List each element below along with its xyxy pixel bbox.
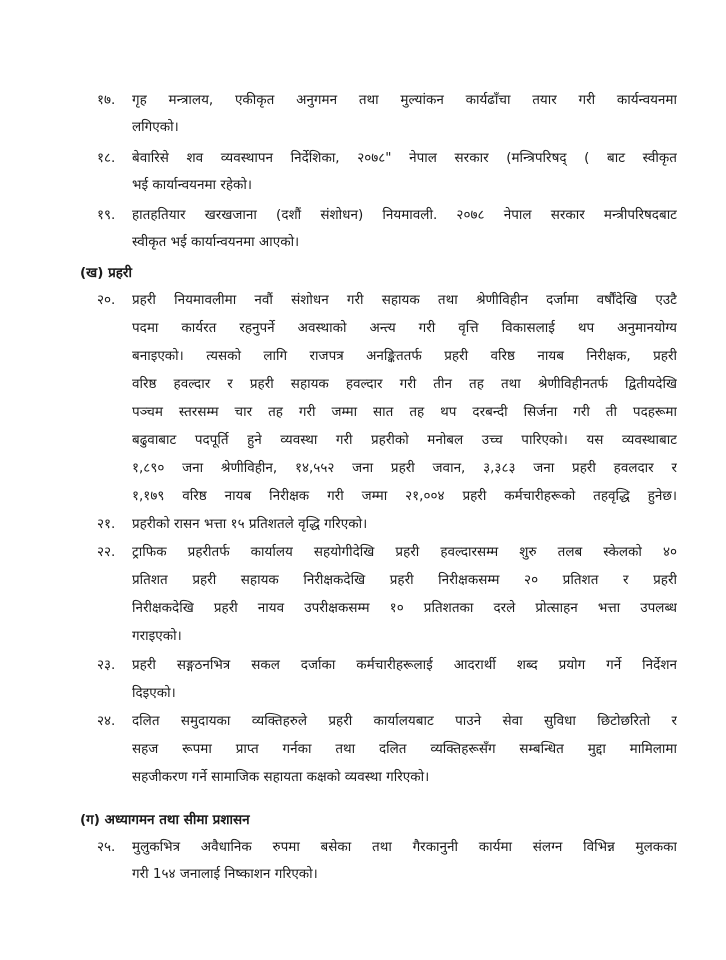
list-number: २२. [97, 544, 116, 560]
item-line: सहज रूपमा प्राप्त गर्नका तथा दलित व्यक्तिहरूसँग सम्बन्धित मुद्दा मामिलामा [132, 741, 677, 757]
item-line: लगिएको। [132, 119, 179, 135]
item-line: निरीक्षकदेखि प्रहरी नायव उपरीक्षकसम्म १० प्रतिशतका दरले प्रोत्साहन भत्ता उपलब्ध [132, 600, 677, 616]
item-line: मुलुकभित्र अवैधानिक रुपमा बसेका तथा गैरकानुनी कार्यमा संलग्न विभिन्न मुलकका [132, 839, 677, 855]
item-line: बनाइएको। त्यसको लागि राजपत्र अनङ्कितत​र्फ प्रहरी वरिष्ठ नायब निरीक्षक, प्रहरी [132, 348, 677, 364]
item-line: दलित समुदायका व्यक्तिहरुले प्रहरी कार्यालयबाट पाउने सेवा सुविधा छिटोछरितो र [132, 713, 677, 729]
item-line: प्रतिशत प्रहरी सहायक निरीक्षकदेखि प्रहरी निरीक्षकसम्म २० प्रतिशत र प्रहरी [132, 572, 677, 588]
section-heading-police: (ख) प्रहरी [80, 265, 132, 281]
item-line: पदमा कार्यरत रहनुपर्ने अवस्थाको अन्त्य गरी वृत्ति विकासलाई थप अनुमानयोग्य [132, 320, 677, 336]
item-line: १,८९० जना श्रेणीविहीन, १४,५५२ जना प्रहरी जवान, ३,३८३ जना प्रहरी हवलदार र [132, 460, 677, 476]
item-line: गराइएको। [132, 628, 182, 644]
item-line: ट्राफिक प्रहरीतर्फ कार्यालय सहयोगीदेखि प्रहरी हवल्दारसम्म शुरु तलब स्केलको ४० [132, 544, 677, 560]
item-line: पञ्चम स्तरसम्म चार तह गरी जम्मा सात तह थप दरबन्दी सिर्जना गरी ती पदहरूमा [132, 404, 677, 420]
list-number: १७. [97, 92, 116, 108]
item-line: गरी 1५४ जनालाई निष्काशन गरिएको। [132, 866, 318, 882]
item-line: प्रहरीको रासन भत्ता १५ प्रतिशतले वृद्धि गरिएको। [132, 516, 368, 532]
item-line: भई कार्यान्वयनमा रहेको। [132, 177, 252, 193]
list-number: १८. [97, 150, 116, 166]
item-line: दिइएको। [132, 685, 176, 701]
item-line: हातहतियार खरखजाना (दशौं संशोधन) नियमावली. २०७८ नेपाल सरकार मन्त्रीपरिषदबाट [132, 207, 677, 223]
item-line: प्रहरी सङ्गठनभित्र सकल दर्जाका कर्मचारीहरूलाई आदरार्थी शब्द प्रयोग गर्ने निर्देशन [132, 657, 677, 673]
list-number: १९. [97, 207, 116, 223]
item-line: बढुवाबाट पदपूर्ति हुने व्यवस्था गरी प्रहरीको मनोबल उच्च पारिएको। यस व्यवस्थाबाट [132, 432, 677, 448]
item-line: प्रहरी नियमावलीमा नवौं संशोधन गरी सहायक तथा श्रेणीविहीन दर्जामा वर्षौंदेखि एउटै [132, 292, 677, 308]
item-line: वरिष्ठ हवल्दार र प्रहरी सहायक हवल्दार गरी तीन तह तथा श्रेणीविहीनतर्फ द्वितीयदेखि [132, 376, 677, 392]
list-number: २४. [97, 713, 116, 729]
item-line: बेवारिसे शव व्यवस्थापन निर्देशिका, २०७८" नेपाल सरकार (मन्त्रिपरिषद् ( बाट स्वीकृत [132, 150, 677, 166]
list-number: २३. [97, 657, 116, 673]
item-line: गृह मन्त्रालय, एकीकृत अनुगमन तथा मुल्यांकन कार्यढाँचा तयार गरी कार्यन्वयनमा [132, 92, 677, 108]
item-line: १,१७९ वरिष्ठ नायब निरीक्षक गरी जम्मा २१,००४ प्रहरी कर्मचारीहरूको तहवृद्धि हुनेछ। [132, 488, 677, 504]
list-number: २५. [97, 839, 116, 855]
list-number: २०. [97, 292, 116, 308]
section-heading-immigration: (ग) अध्यागमन तथा सीमा प्रशासन [80, 812, 250, 828]
item-line: सहजीकरण गर्ने सामाजिक सहायता कक्षको व्यवस्था गरिएको। [132, 769, 430, 785]
item-line: स्वीकृत भई कार्यान्वयनमा आएको। [132, 234, 300, 250]
list-number: २१. [97, 516, 116, 532]
